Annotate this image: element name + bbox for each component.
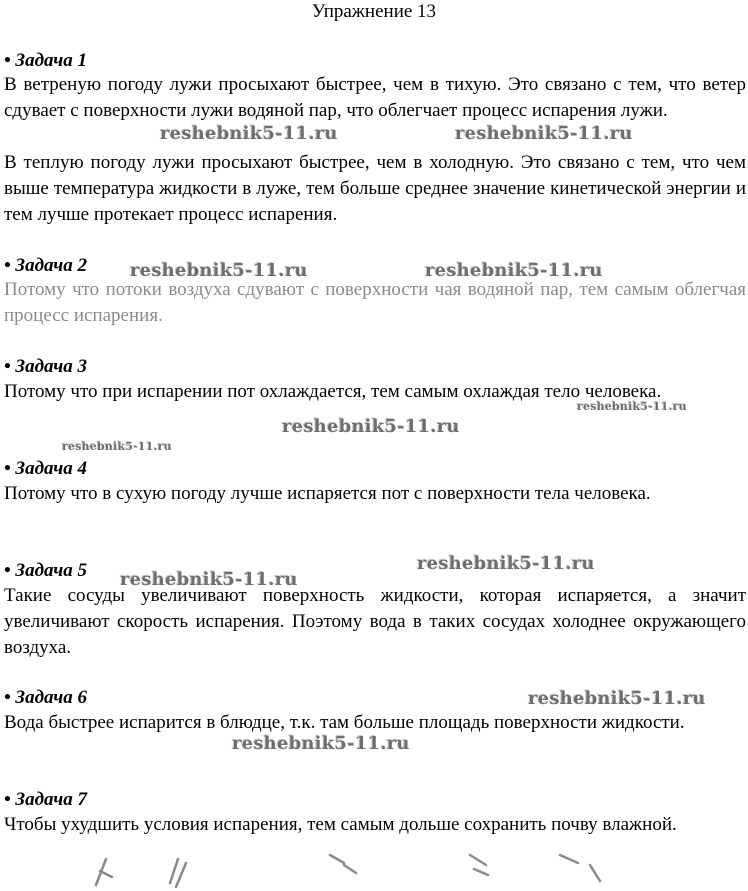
task-4-heading: • Задача 4 bbox=[4, 458, 87, 479]
task-2-paragraph-1: Потому что потоки воздуха сдувают с поверхности чая водяной пар, тем самым облегчая процесс испарения. bbox=[4, 279, 746, 326]
watermark-text: reshebnik5-11.ru bbox=[425, 260, 603, 281]
watermark-text: reshebnik5-11.ru bbox=[577, 400, 687, 413]
task-7-heading: • Задача 7 bbox=[4, 789, 87, 810]
task-1-paragraph-2: В теплую погоду лужи просыхают быстрее, чем в холодную. Это связано с тем, что чем выше температура жидкости в луже, тем больше среднее значение кинетической энергии и тем лучше протекает процесс испарения. bbox=[4, 152, 746, 225]
watermark-text: reshebnik5-11.ru bbox=[130, 260, 308, 281]
watermark-text: reshebnik5-11.ru bbox=[282, 416, 460, 437]
watermark-text: reshebnik5-11.ru bbox=[528, 688, 706, 709]
task-1-paragraph-1: В ветреную погоду лужи просыхают быстрее, чем в тихую. Это связано с тем, что ветер сдувает с поверхности лужи водяной пар, что облегчает процесс испарения лужи. bbox=[4, 74, 746, 121]
task-1-heading: • Задача 1 bbox=[4, 50, 87, 71]
watermark-text: reshebnik5-11.ru bbox=[120, 569, 298, 590]
watermark-stamp bbox=[0, 851, 748, 891]
task-6-paragraph-1: Вода быстрее испарится в блюдце, т.к. там больше площадь поверхности жидкости. bbox=[4, 712, 685, 733]
task-3-paragraph-1: Потому что при испарении пот охлаждается, тем самым охлаждая тело человека. bbox=[4, 381, 662, 402]
task-6-heading: • Задача 6 bbox=[4, 687, 87, 708]
watermark-text: reshebnik5-11.ru bbox=[62, 440, 172, 453]
task-2-heading: • Задача 2 bbox=[4, 255, 87, 276]
watermark-text: reshebnik5-11.ru bbox=[232, 733, 410, 754]
page-title: Упражнение 13 bbox=[311, 1, 437, 22]
task-5-heading: • Задача 5 bbox=[4, 560, 87, 581]
task-5-paragraph-1: Такие сосуды увеличивают поверхность жидкости, которая испаряется, а значит увеличивают скорость испарения. Поэтому вода в таких сосудах холоднее окружающего воздуха. bbox=[4, 585, 746, 658]
task-7-paragraph-1: Чтобы ухудшить условия испарения, тем самым дольше сохранить почву влажной. bbox=[4, 814, 677, 835]
task-3-heading: • Задача 3 bbox=[4, 356, 87, 377]
watermark-text: reshebnik5-11.ru bbox=[455, 123, 633, 144]
watermark-text: reshebnik5-11.ru bbox=[160, 123, 338, 144]
watermark-text: reshebnik5-11.ru bbox=[417, 553, 595, 574]
task-4-paragraph-1: Потому что в сухую погоду лучше испаряется пот с поверхности тела человека. bbox=[4, 483, 651, 504]
